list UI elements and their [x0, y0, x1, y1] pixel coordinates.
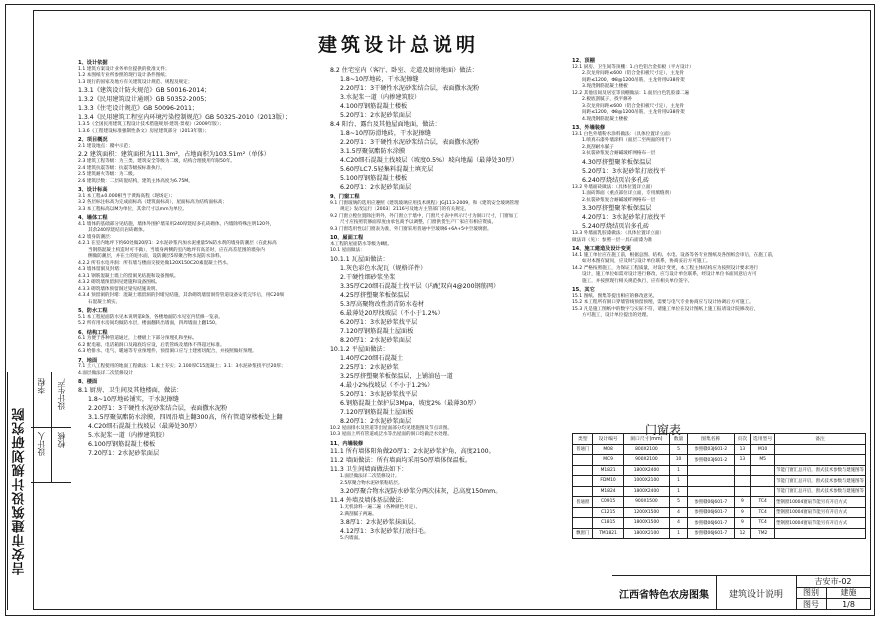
number-label: 图号: [796, 598, 827, 610]
table-cell: 节能门窗汇总开启，窗式技术参数与建施图等: [775, 486, 866, 497]
section-heading: 1、设计依据: [78, 60, 108, 66]
note-line: 2.4 建筑抗震等级：抗震等级按标准执行。: [78, 165, 165, 171]
note-line: 6.1 为便于各种管道通过，上楼板上下部分预埋孔和坐标。: [78, 336, 198, 341]
table-cell: C1815: [593, 518, 623, 529]
note-line: 3.抗裂砂浆复合耐碱玻纤网格布一层: [582, 151, 656, 156]
drawing-info: [796, 576, 870, 610]
note-line: 4.30厚挤塑聚苯板保温层: [582, 158, 652, 166]
note-line: 1.3.2《民用建筑设计通则》GB 50352-2005；: [78, 96, 211, 103]
note-line: 3.30厚挤塑聚苯板保温层: [582, 205, 652, 212]
table-cell: 900X1500: [623, 497, 669, 508]
note-line: 4.C20细石混凝土找坡层（坡度0.5%）坡向地漏（最薄处30厚）: [340, 157, 518, 164]
drawing-code: 吉安市-02: [796, 576, 870, 588]
note-line: 8.1 厨房、卫生间及其他楼面，做法：: [78, 386, 183, 394]
table-cell: 800X2100: [623, 444, 669, 455]
note-line: 本工程的屋面防水等级为Ⅱ级。: [330, 241, 392, 247]
note-line: 3.1.5厚聚氨酯防水涂膜: [340, 148, 406, 155]
note-line: 1.灰色彩色水泥瓦（规格详件）: [340, 264, 427, 272]
note-line: 施工，并按照现行相关规范执行，应有相关单位签字。: [582, 278, 693, 284]
table-cell: 9: [734, 497, 751, 508]
table-cell: FDM10: [593, 476, 623, 487]
note-line: 14.1 施工单位应在施工前，根据总图、结构、水电、设备等各专业图纸及各图纸会审后，在施工前，: [572, 252, 777, 258]
note-line: 10.1.2 平屋面做法：: [330, 345, 389, 353]
note-line: 5.20厚1：2水泥砂浆面层: [340, 112, 412, 119]
table-cell: M1821: [593, 465, 623, 476]
note-line: 5.240厚烧结页岩多孔砖: [582, 223, 650, 230]
note-line: 4.3.4 预留洞的封堵：混凝土墙留洞的封堵见结施，其余砌筑墙留洞待管道设备安装完毕后，用C20细: [78, 293, 284, 298]
table-cell: 1: [670, 476, 688, 487]
note-line: 1.3.4《民用建筑工程室内环境污染控制规范》GB 50325-2010（2013版）；: [78, 114, 292, 121]
note-line: 方可施工，设计单位提出的处理。: [582, 313, 651, 318]
note-line: 其余240厚烧结页岩砖砌体。: [88, 228, 148, 233]
table-cell: 参照赣06J601-7: [687, 528, 734, 539]
note-line: 6.100厚钢筋混凝土楼板: [88, 440, 156, 448]
note-line: 1.40厚C20细石混凝土: [340, 354, 404, 362]
table-cell: [734, 486, 751, 497]
note-line: 10.3 屋面上所有管道或泛水等出屋面的洞口均做泛水处理。: [330, 432, 452, 437]
note-line: 5.2 所有用水房间均做防水层，楼面翻转出墙面，四周墙面上翻150。: [78, 321, 220, 326]
notes-column-3: [572, 56, 867, 320]
table-cell: 1800X1500: [623, 518, 669, 529]
note-line: 1.1 建筑方案设计业务单位提供的批准文件；: [78, 66, 170, 72]
table-cell: 13: [734, 444, 751, 455]
table-cell: [573, 486, 593, 497]
note-line: 6.240厚烧结页岩多孔砖: [582, 176, 650, 184]
table-cell: 参照赣06J601-7: [687, 507, 734, 518]
note-line: 11.2 墙面做法：所有墙面均采用50厚墙体保温板。: [330, 457, 472, 464]
note-line: 15.3 凡是施工图纸中的数字与实际不符，请施工单位在设计图纸上施工报请设计院修改后，: [572, 306, 759, 312]
note-line: 5.60厚LC7.5轻集料混凝土填充层: [340, 166, 434, 173]
note-line: 3.25厚挤塑聚苯板保温层，上铺油毡一道: [340, 372, 453, 380]
section-heading: 3、设计标高: [78, 187, 108, 193]
door-window-table: [572, 433, 866, 539]
note-line: 1.2 本图纸专业所参照的现行设计条件图纸；: [78, 73, 170, 78]
note-line: 4.现浇钢筋混凝土楼板: [582, 116, 628, 122]
table-cell: 1: [670, 465, 688, 476]
note-line: 2.抗裂砂浆复合耐碱玻纤网格布一层: [582, 197, 656, 203]
note-line: 12.2 其他房间及居室等顶棚做法：1.面层白色乳胶漆二遍: [572, 90, 690, 96]
table-cell: 塑钢窗10004窗扇节能另有开启方式: [775, 507, 866, 518]
note-line: 4.2.2 所有水电井洞：所有墙与楼面交接处做120X150C20素混凝土挡水。: [78, 260, 232, 266]
note-line: 2.6 建筑层数：二层砖混结构，建筑主体高度为6.75M。: [78, 178, 193, 184]
designer-name: 李程: [37, 378, 46, 394]
table-cell: 900X2100: [623, 455, 669, 466]
note-line: 13.2 外墙面砖做法：（具体位置详立面）: [572, 184, 655, 190]
note-line: 1.面层做法详二次装修设计。: [340, 474, 400, 479]
note-line: 3.1.5厚聚氨酯防水涂膜，四周沿墙上翻300高，所有管道穿楼板处上翻: [88, 413, 283, 421]
table-cell: [751, 476, 775, 487]
table-cell: [573, 476, 593, 487]
note-line: 6.2 配电箱、电话箱洞口及箱底均应设，后装管线及墙体不得超过标准。: [78, 342, 225, 348]
note-line: 14.2 严格按照施工，为保证工程质量，对设计变更，本工程主体结构应为按照设计要求进行: [572, 265, 759, 271]
note-line: 4.3 墙体留洞及封堵：: [78, 267, 124, 272]
note-line: 规定》发改运行〔2003〕2116号及地方主管部门的有关规定。: [340, 207, 470, 212]
note-line: 5.3厚高聚物改性沥青防水卷材: [340, 300, 425, 308]
category-label: 图别: [796, 587, 827, 599]
notes-column-1: [78, 58, 318, 458]
table-cell: [573, 507, 593, 518]
designer-stamp-strip: [7, 372, 71, 610]
section-heading: 14、施工建造及设计变更: [572, 246, 632, 252]
note-line: 10.2 屋面排水及管道等出屋面部分均见建施图及节点详图。: [330, 425, 452, 431]
table-cell: 10: [670, 455, 688, 466]
table-cell: 13: [734, 455, 751, 466]
page-title: 建筑设计总说明: [318, 34, 480, 56]
note-line: 4.2 墙身防潮层：: [78, 234, 115, 240]
table-header-cell: 洞口尺寸(mm): [623, 434, 669, 445]
note-line: 6.20厚1：2水泥砂浆面层: [340, 184, 412, 191]
section-heading: 9、门窗工程: [330, 194, 360, 200]
note-line: 8.2 住宅室内（客厅、卧室、走道及厨房地面）做法：: [330, 67, 478, 74]
section-heading: 6、结构工程: [78, 329, 108, 336]
note-line: 5.20厚1：3水泥砂浆找平层: [340, 390, 418, 398]
table-header-cell: 图集名称: [687, 434, 734, 445]
table-row: [573, 497, 866, 508]
table-header-cell: 数量: [670, 434, 688, 445]
note-line: 1.无机涂料一遍二遍（各种颜色另定）。: [340, 505, 421, 510]
note-line: 2.2 建筑面积：建筑面积为111.3m²，占地面积为103.51m²（单体）: [78, 151, 270, 158]
note-line: 13.3 外墙面乳胶漆做法：（具体位置详立面）: [572, 231, 665, 236]
note-line: 1.喷真石漆外墙涂料（面层二至两面的用于）: [582, 138, 674, 143]
note-line: 1.8~10厚地砖铺实，干水泥擦缝: [88, 395, 179, 403]
table-cell: TM1821: [593, 528, 623, 539]
table-cell: 9: [734, 507, 751, 518]
note-line: 8.20厚1：2水泥砂浆面层: [340, 336, 412, 344]
organization-name: 吉安市建筑设计规划研究院: [7, 372, 32, 610]
note-line: 2.满刮腻子两遍。: [340, 511, 377, 517]
section-heading: 4、墙体工程: [78, 215, 108, 221]
table-cell: TC4: [751, 507, 775, 518]
note-line: 3.次龙骨间距≤600（铝合金扣板尺寸定），主龙骨: [582, 103, 684, 109]
section-heading: 7、地面: [78, 357, 98, 364]
table-cell: 参照赣03J601-2: [687, 455, 734, 466]
table-cell: 塑钢窗10004窗扇节能另有开启方式: [775, 518, 866, 529]
table-row: [573, 455, 866, 466]
table-cell: M08: [593, 444, 623, 455]
section-heading: 2、项目概况: [78, 137, 108, 143]
note-line: 2.25厚1：2水泥砂浆: [340, 363, 399, 371]
note-line: 1.3.5《全国民用建筑工程设计技术措施规划·建筑·景观》（2009年版）；: [78, 122, 224, 127]
note-line: 尺寸应按照装修面厚度由承包商予以调整，门窗供货生产厂家应有相应资质。: [340, 220, 497, 225]
note-line: 4.3.3 砌筑墙体预留洞过梁见结施说明。: [78, 286, 161, 292]
table-cell: [687, 476, 734, 487]
note-line: 1.8~10厚防滑地砖，干水泥擦缝: [340, 130, 431, 137]
table-cell: M1824: [593, 486, 623, 497]
note-line: 3.2 各层标注标高为完成面标高（建筑面标高），屋面标高为结构面标高；: [78, 200, 227, 205]
note-line: 7.20厚1：2水泥砂浆面层: [88, 449, 160, 457]
note-line: 15.2 本工程所有洞口穿墙管线预留预埋，需要与电气专业协商应与设计协调后方可施工。: [572, 300, 754, 305]
note-line: 2.底刮耐水腻子: [582, 144, 614, 150]
table-cell: 12: [734, 528, 751, 539]
note-line: 设计，施工单位如需对设计进行修改，应与设计单位联系，经设计单位书面同意后方可: [582, 272, 757, 277]
note-line: 7.1 土八工程使用的地面工程做法：1.素土夯实；2.100厚C15混凝土；3.1：3水泥砂浆找平层20厚；: [78, 364, 286, 369]
table-cell: [775, 528, 866, 539]
table-header-cell: 设计编号: [593, 434, 623, 445]
note-line: 3.现浇钢筋混凝土楼板: [582, 84, 628, 89]
section-heading: 13、外墙装修: [572, 125, 606, 131]
door-window-table-title: 门窗表: [645, 423, 682, 437]
note-line: 1.3.6《工程建设标准强制性条文》房屋建筑部分（2013年版）；: [78, 128, 210, 134]
table-cell: [734, 465, 751, 476]
note-line: 1.8~10厚地砖，干水泥擦缝: [340, 76, 419, 83]
note-line: 4.3.1 钢筋混凝土墙上的留洞见结施和设备图纸。: [78, 273, 179, 279]
table-cell: 5: [670, 497, 688, 508]
table-cell: 普通窗: [573, 497, 593, 508]
note-line: 11.3 卫生间墙面做法如下：: [330, 466, 408, 473]
note-line: 间距≤1200，Φ8@1200吊筋，主龙骨用U38骨架: [582, 110, 685, 115]
note-line: 12.1 厨房、卫生间等顶棚：1.白色铝合金扣板（平方设计）: [572, 64, 694, 70]
table-row: [573, 518, 866, 529]
table-cell: 参照赣03J601-2: [687, 444, 734, 455]
table-header-cell: 备注: [775, 434, 866, 445]
note-line: 15.1 图纸、图集等提出相应的修改意见。: [572, 293, 658, 299]
note-line: 4.100厚钢筋混凝土楼板: [340, 103, 408, 110]
note-line: 2.20厚1：3干硬性水泥砂浆结合层，表面撒水泥粉: [340, 85, 480, 92]
note-line: 6.最薄处20厚找坡层（不小于1.2%）: [340, 309, 444, 317]
note-line: 4.20厚1：3水泥砂浆打底找平: [582, 214, 666, 221]
note-line: 8.20厚1：2水泥砂浆面层: [340, 417, 412, 425]
note-line: 5.水泥浆一道（内掺建筑胶）: [88, 431, 169, 439]
section-heading: 15、其它: [572, 287, 595, 293]
note-line: 2.1 建设地点：赣中示范；: [78, 143, 133, 149]
table-cell: 塑钢窗10004窗扇节能另有开启方式: [775, 497, 866, 508]
table-cell: M5: [751, 455, 775, 466]
note-line: 4.3.2 砌筑墙预留洞见建施和设备图纸。: [78, 280, 161, 285]
note-line: 13.1 白色外墙粉水涂料做法：（具体位置详立面）: [572, 131, 674, 137]
table-header-cell: 页次: [734, 434, 751, 445]
table-cell: [775, 455, 866, 466]
note-line: 5.1 本工程屋面防水见本说明第8条，各楼地面防水见室内装修一览表。: [78, 314, 223, 320]
note-line: 石混凝土填实。: [88, 299, 121, 305]
section-heading: 8、楼面: [78, 379, 98, 385]
table-cell: 9: [734, 518, 751, 529]
note-line: 5.100厚钢筋混凝土楼板: [340, 175, 408, 182]
note-line: 1.3.3《住宅设计规范》GB 50096-2011；: [78, 105, 199, 112]
note-line: 10.1 屋面做法：: [330, 248, 365, 253]
table-cell: [775, 444, 866, 455]
table-cell: 1800X2400: [623, 465, 669, 476]
note-line: 3.20厚聚合物水泥防水砂浆分两次抹灰，总高度150mm。: [340, 488, 502, 495]
category-value: 建施: [827, 587, 870, 599]
note-line: 3.8厚1：2水泥砂浆抹面层。: [340, 519, 420, 526]
note-line: 6.钢筋混凝土保护层3Mpa，坡度2%（最薄30厚）: [340, 399, 480, 407]
designer-label: 设计人: [37, 432, 46, 456]
note-line: 8.4 阳台、露台及其他屋面地面，做法：: [330, 121, 441, 128]
note-line: 5.内墙面。: [340, 536, 363, 541]
table-cell: [573, 518, 593, 529]
table-cell: 5: [670, 444, 688, 455]
note-line: 11.1 所有墙体阳角做20厚1：2水泥砂浆护角，高度2100。: [330, 448, 495, 455]
table-cell: 普通门: [573, 444, 593, 455]
note-line: 11.4 外墙及墙体基层做法：: [330, 497, 408, 504]
note-line: 2.次龙骨间距≤600（铝合金扣板尺寸定），主龙骨: [582, 71, 684, 76]
table-cell: [687, 486, 734, 497]
note-line: 7.120厚钢筋混凝土屋面板: [340, 408, 414, 416]
table-cell: 节能门窗汇总开启，窗式技术参数与建施图等: [775, 476, 866, 487]
table-row: [573, 486, 866, 497]
note-line: 9.1 门窗玻璃的选用应遵照《建筑玻璃应用技术规程》JGJ113-2009，和《建筑安全玻璃管理: [330, 200, 519, 206]
note-line: 做法详（见）：参照一层一具石面漆为准: [572, 237, 653, 243]
note-line: 9.3 门窗选用性以门窗表为准，外门窗采用普通中空玻璃6+6A+5中空玻璃窗。: [330, 226, 492, 232]
table-row: [573, 444, 866, 455]
table-cell: 参照赣06J601-7: [687, 518, 734, 529]
note-line: 当钢筋混凝土构造时可不做），当墙身两侧的室内地坪有高差时，应在高差范围的墙身内: [88, 247, 265, 253]
table-row: [573, 528, 866, 539]
note-line: 6.3 给排水、电气、暖通等专业预埋件、预留洞口应与土建密切配合，并按照做好预埋。: [78, 349, 257, 354]
note-line: 6.20厚1：3水泥砂浆找平层: [340, 318, 418, 326]
table-cell: [751, 465, 775, 476]
note-line: 3.35厚C20细石混凝土找平层（内配双向4@200钢筋网）: [340, 282, 500, 290]
note-line: 10.1.1 瓦屋面做法：: [330, 255, 389, 263]
note-line: 1.3 现行的国家及地方有关建筑设计规范、规程及规定；: [78, 79, 193, 85]
checker-label: 校核: [57, 432, 66, 448]
table-cell: 1800X2100: [623, 528, 669, 539]
note-line: 4.25厚挤塑聚苯板保温层: [340, 291, 410, 299]
table-cell: M10: [751, 444, 775, 455]
note-line: 2.20厚1：3干硬性水泥砂浆结合层，表面撒水泥粉: [88, 404, 228, 412]
table-row: [573, 476, 866, 487]
number-value: 1/8: [842, 599, 855, 609]
table-cell: [734, 476, 751, 487]
notes-column-2: [330, 66, 565, 543]
table-cell: [751, 486, 775, 497]
note-line: 3.1 本工程±0.000相当于黄海高程（现场定）；: [78, 193, 175, 199]
table-cell: 4: [670, 507, 688, 518]
table-row: [573, 465, 866, 476]
table-cell: 1: [670, 486, 688, 497]
section-heading: 11、内墙装修: [330, 440, 364, 447]
note-line: 1.3.1《建筑设计防火规范》GB 50016-2014；: [78, 87, 211, 94]
note-line: 3.3 本工程标高以M为单位，其余尺寸以mm为单位。: [78, 206, 187, 212]
note-line: 2.5厚聚合物水泥砂浆粘结层。: [340, 480, 403, 486]
table-cell: [573, 465, 593, 476]
note-line: 4.12厚1：3水泥砂浆打底扫毛。: [340, 528, 430, 535]
note-line: 侧做防潮层，并在土的迎水面，设防潮层5厚聚合物水泥防水涂料。: [88, 254, 225, 259]
table-cell: [573, 455, 593, 466]
note-line: 3.水泥浆一道（内掺建筑胶）: [340, 94, 421, 101]
table-cell: 4: [670, 518, 688, 529]
note-line: 9.2 门窗立樘位置除注明外，外门窗立于墙中，门窗尺寸表中所示尺寸为洞口尺寸，门窗加工: [330, 213, 518, 219]
note-line: 2.板底刮腻子，找平修补: [582, 97, 633, 102]
table-cell: [687, 465, 734, 476]
note-line: 间距≤1200，Φ8@1200吊筋，主龙骨用U38骨架: [582, 77, 685, 83]
note-line: 4.面层做法详二次装修设计: [78, 370, 133, 376]
table-cell: 参照赣06J601-7: [687, 497, 734, 508]
table-header-cell: 类型: [573, 434, 593, 445]
table-cell: 节能门窗汇总开启，窗式技术参数与建施图等: [775, 465, 866, 476]
note-line: 如对本图有疑问，应及时与设计单位联系，协商妥后方可施工。: [582, 259, 711, 264]
note-line: 4.最小2%找坡层（不小于1.2%）: [340, 381, 434, 389]
title-block: [612, 575, 870, 610]
note-line: 4.C20细石混凝土找坡层（最薄处30厚）: [88, 422, 201, 430]
table-cell: TC4: [751, 518, 775, 529]
checker-name: 设计生产: [57, 378, 66, 410]
note-line: 4.2.1 在室内地坪下约60处做20厚1：2水泥砂浆内加水泥重量5%防水剂的墙身防潮层（在此标高: [78, 241, 277, 246]
note-line: 1.面砖饰面（重点部位详立面，专用填缝剂）: [582, 191, 674, 196]
table-cell: 1: [670, 528, 688, 539]
table-cell: 1800X2400: [623, 486, 669, 497]
note-line: 2.20厚1：3干硬性水泥砂浆结合层，表面撒水泥粉: [340, 139, 480, 146]
note-line: 5.20厚1：3水泥砂浆打底找平: [582, 167, 666, 175]
table-cell: C0915: [593, 497, 623, 508]
note-line: 2.干硬性细砂浆坐浆: [340, 273, 396, 281]
note-line: 7.120厚钢筋混凝土屋面板: [340, 327, 414, 335]
note-line: 2.5 建筑耐火等级：为二级。: [78, 172, 138, 177]
project-name: 江西省特色农房图集: [612, 576, 717, 610]
section-heading: 12、顶棚: [572, 58, 595, 64]
table-header-cell: 选用型号: [751, 434, 775, 445]
section-heading: 10、屋面工程: [330, 235, 364, 241]
table-cell: 1200X1500: [623, 507, 669, 518]
table-cell: MC9: [593, 455, 623, 466]
table-cell: 1000X2100: [623, 476, 669, 487]
table-cell: TM2: [751, 528, 775, 539]
section-heading: 5、防水工程: [78, 308, 108, 314]
table-cell: C1215: [593, 507, 623, 518]
table-cell: TC4: [751, 497, 775, 508]
note-line: 2.3 建筑工程等级：为三类，建筑安全等级为二级，结构合理使用年限50年。: [78, 159, 236, 164]
note-line: 4.1 墙体的基础部分见结施，墙体外围护墙采用240厚烧结多孔砖砌体，内墙除特殊注明120外，: [78, 221, 275, 227]
sign-grid: [31, 372, 71, 482]
table-row: [573, 507, 866, 518]
table-cell: 飘窗门: [573, 528, 593, 539]
drawing-name: 建筑设计说明: [716, 576, 797, 610]
